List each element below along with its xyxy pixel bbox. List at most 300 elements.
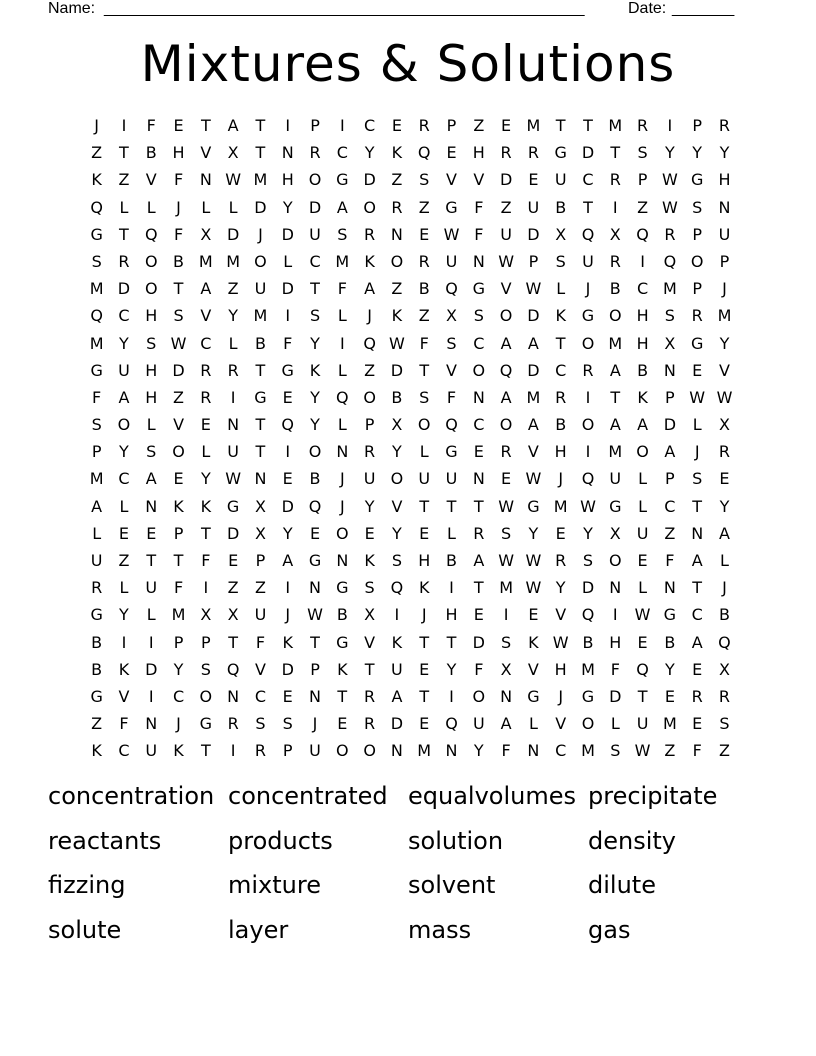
- grid-letter: Y: [310, 387, 320, 407]
- grid-letter: Q: [308, 496, 322, 516]
- grid-letter: E: [664, 686, 675, 706]
- grid-letter: R: [418, 116, 430, 135]
- header-line: [48, 0, 748, 20]
- grid-letter: T: [337, 686, 348, 706]
- grid-letter: S: [391, 551, 402, 570]
- grid-letter: J: [94, 116, 99, 135]
- grid-letter: R: [200, 387, 212, 407]
- grid-letter: R: [500, 442, 512, 462]
- grid-letter: N: [254, 469, 267, 489]
- grid-letter: G: [581, 686, 595, 706]
- grid-letter: L: [419, 442, 429, 462]
- grid-letter: F: [474, 197, 484, 217]
- grid-letter: G: [690, 170, 704, 190]
- grid-letter: G: [445, 442, 458, 462]
- grid-letter: C: [118, 306, 130, 326]
- grid-letter: A: [473, 551, 485, 570]
- grid-letter: W: [580, 496, 596, 516]
- grid-letter: B: [609, 279, 621, 299]
- grid-letter: T: [255, 116, 266, 135]
- grid-letter: V: [173, 415, 185, 435]
- grid-letter: X: [227, 143, 239, 163]
- grid-letter: C: [691, 605, 703, 625]
- grid-letter: K: [391, 632, 403, 652]
- grid-letter: T: [310, 632, 320, 652]
- grid-letter: G: [90, 360, 103, 380]
- grid-letter: B: [446, 551, 457, 570]
- grid-letter: O: [172, 442, 185, 462]
- grid-letter: D: [226, 523, 240, 543]
- grid-letter: M: [253, 306, 268, 326]
- grid-letter: E: [528, 605, 539, 625]
- grid-letter: L: [119, 197, 129, 217]
- grid-letter: B: [309, 469, 321, 489]
- grid-letter: K: [391, 143, 403, 163]
- grid-letter: Y: [392, 442, 402, 462]
- grid-letter: Q: [581, 605, 595, 625]
- grid-letter: G: [663, 605, 677, 625]
- grid-letter: O: [363, 197, 376, 217]
- grid-letter: U: [445, 469, 458, 489]
- grid-letter: D: [281, 496, 294, 516]
- grid-letter: N: [227, 415, 240, 435]
- grid-letter: I: [285, 578, 291, 598]
- grid-letter: M: [89, 469, 104, 489]
- grid-letter: V: [118, 686, 130, 706]
- grid-letter: J: [176, 714, 181, 734]
- grid-letter: Y: [692, 143, 703, 163]
- grid-letter: Y: [364, 143, 375, 163]
- grid-letter: C: [309, 251, 321, 271]
- grid-letter: F: [283, 333, 293, 353]
- grid-letter: I: [121, 632, 127, 652]
- grid-letter: S: [692, 469, 703, 489]
- grid-letter: K: [309, 360, 321, 380]
- grid-letter: T: [255, 442, 266, 462]
- grid-letter: D: [390, 360, 404, 380]
- grid-letter: X: [718, 659, 730, 679]
- grid-letter: M: [608, 333, 623, 353]
- grid-letter: N: [472, 469, 485, 489]
- grid-letter: O: [581, 415, 595, 435]
- name-label: Name:: [48, 0, 96, 17]
- grid-letter: X: [391, 415, 403, 435]
- grid-letter: R: [555, 551, 567, 570]
- grid-letter: Z: [664, 741, 676, 761]
- grid-letter: N: [390, 741, 403, 761]
- grid-letter: V: [527, 659, 539, 679]
- grid-letter: X: [718, 415, 730, 435]
- grid-letter: W: [634, 605, 651, 625]
- grid-letter: T: [364, 659, 375, 679]
- grid-letter: F: [173, 170, 184, 190]
- grid-letter: M: [526, 116, 541, 135]
- grid-letter: E: [419, 714, 430, 734]
- grid-letter: Z: [718, 741, 730, 761]
- grid-letter: T: [692, 578, 703, 598]
- grid-letter: K: [418, 578, 430, 598]
- grid-letter: Y: [364, 496, 375, 516]
- grid-letter: B: [91, 632, 103, 652]
- grid-letter: I: [339, 116, 345, 135]
- name-blank-line: ______________________________________________________: [104, 0, 585, 17]
- grid-letter: Z: [418, 306, 430, 326]
- grid-letter: S: [473, 306, 484, 326]
- grid-letter: D: [527, 360, 540, 380]
- grid-letter: C: [555, 360, 567, 380]
- grid-letter: Y: [719, 143, 730, 163]
- grid-letter: G: [90, 605, 103, 625]
- grid-letter: F: [173, 578, 184, 598]
- grid-letter: S: [337, 224, 348, 244]
- grid-letter: N: [309, 686, 321, 706]
- grid-letter: J: [694, 442, 700, 462]
- grid-letter: P: [665, 387, 675, 407]
- grid-letter: V: [555, 605, 567, 625]
- grid-letter: B: [555, 415, 567, 435]
- grid-letter: T: [610, 387, 621, 407]
- grid-letter: E: [282, 387, 293, 407]
- grid-letter: V: [364, 632, 376, 652]
- grid-letter: U: [391, 659, 403, 679]
- grid-letter: E: [337, 714, 348, 734]
- grid-letter: X: [609, 523, 621, 543]
- word-bank: [48, 778, 768, 956]
- grid-letter: Y: [719, 496, 730, 516]
- grid-letter: Q: [636, 224, 649, 244]
- grid-letter: R: [418, 251, 430, 271]
- grid-letter: K: [173, 741, 184, 761]
- grid-letter: I: [503, 605, 509, 625]
- grid-letter: D: [281, 659, 294, 679]
- grid-letter: Y: [446, 659, 457, 679]
- grid-letter: A: [609, 415, 621, 435]
- grid-letter: T: [419, 360, 430, 380]
- grid-letter: Y: [173, 659, 184, 679]
- grid-letter: T: [473, 496, 484, 516]
- grid-letter: W: [498, 496, 515, 516]
- grid-letter: F: [173, 224, 184, 244]
- grid-letter: N: [472, 387, 485, 407]
- grid-letter: L: [337, 360, 347, 380]
- grid-letter: P: [692, 116, 702, 135]
- grid-letter: P: [91, 442, 102, 462]
- grid-letter: Y: [473, 741, 484, 761]
- grid-letter: N: [390, 224, 403, 244]
- grid-letter: D: [226, 224, 240, 244]
- grid-letter: V: [391, 496, 403, 516]
- grid-letter: O: [608, 551, 622, 570]
- grid-letter: G: [336, 170, 349, 190]
- grid-letter: L: [228, 197, 238, 217]
- grid-letter: Y: [310, 333, 320, 353]
- grid-letter: E: [692, 714, 703, 734]
- grid-letter: U: [718, 224, 731, 244]
- grid-letter: C: [118, 469, 130, 489]
- grid-letter: Q: [663, 251, 677, 271]
- grid-letter: T: [473, 578, 484, 598]
- grid-letter: K: [91, 741, 102, 761]
- grid-letter: I: [148, 686, 154, 706]
- grid-letter: U: [145, 741, 158, 761]
- grid-letter: R: [364, 686, 376, 706]
- grid-letter: E: [637, 551, 648, 570]
- grid-letter: T: [255, 360, 266, 380]
- grid-letter: S: [637, 143, 648, 163]
- grid-letter: U: [636, 714, 649, 734]
- grid-letter: Q: [445, 415, 458, 435]
- grid-letter: V: [555, 714, 567, 734]
- grid-letter: P: [173, 523, 184, 543]
- word-bank-item: mass: [408, 915, 472, 944]
- grid-letter: I: [394, 605, 400, 625]
- grid-letter: Q: [90, 197, 103, 217]
- grid-letter: G: [226, 496, 240, 516]
- grid-letter: C: [336, 143, 348, 163]
- grid-letter: F: [255, 632, 266, 652]
- grid-letter: A: [691, 632, 703, 652]
- grid-letter: V: [145, 170, 157, 190]
- grid-letter: D: [308, 197, 322, 217]
- grid-letter: E: [200, 415, 211, 435]
- grid-letter: U: [445, 251, 458, 271]
- grid-letter: A: [527, 415, 539, 435]
- grid-letter: G: [308, 551, 322, 570]
- grid-letter: B: [555, 197, 567, 217]
- grid-letter: F: [610, 659, 620, 679]
- grid-letter: D: [581, 143, 595, 163]
- word-bank-item: density: [588, 826, 676, 855]
- grid-letter: O: [363, 387, 376, 407]
- grid-letter: G: [445, 197, 458, 217]
- grid-letter: M: [526, 387, 541, 407]
- grid-letter: O: [608, 306, 622, 326]
- grid-letter: N: [663, 360, 676, 380]
- grid-letter: A: [664, 442, 676, 462]
- grid-letter: T: [692, 496, 703, 516]
- grid-letter: U: [527, 197, 540, 217]
- word-bank-item: dilute: [588, 871, 656, 899]
- grid-letter: D: [145, 659, 158, 679]
- grid-letter: R: [364, 224, 376, 244]
- grid-letter: R: [118, 251, 130, 271]
- grid-letter: L: [146, 605, 156, 625]
- grid-letter: T: [200, 116, 211, 135]
- grid-letter: P: [310, 116, 320, 135]
- grid-letter: I: [449, 578, 454, 598]
- grid-letter: M: [717, 306, 732, 326]
- grid-letter: J: [558, 686, 564, 706]
- grid-letter: L: [692, 415, 702, 435]
- grid-letter: L: [201, 442, 211, 462]
- grid-letter: R: [200, 360, 212, 380]
- grid-letter: C: [473, 333, 485, 353]
- word-bank-item: gas: [588, 915, 631, 944]
- grid-letter: M: [198, 251, 213, 271]
- grid-letter: I: [612, 197, 618, 217]
- grid-letter: X: [227, 605, 239, 625]
- grid-letter: E: [282, 469, 293, 489]
- grid-letter: T: [637, 686, 648, 706]
- grid-letter: Z: [500, 197, 512, 217]
- grid-letter: H: [145, 360, 158, 380]
- grid-letter: T: [146, 551, 157, 570]
- grid-letter: W: [525, 279, 542, 299]
- date-blank-line: _______: [672, 0, 735, 17]
- grid-letter: O: [581, 714, 595, 734]
- grid-letter: T: [419, 496, 430, 516]
- grid-letter: N: [227, 686, 240, 706]
- grid-letter: N: [527, 741, 540, 761]
- grid-letter: P: [528, 251, 539, 271]
- grid-letter: U: [609, 469, 622, 489]
- grid-letter: S: [91, 415, 102, 435]
- grid-letter: N: [309, 578, 321, 598]
- grid-letter: I: [121, 116, 127, 135]
- grid-letter: Y: [310, 415, 320, 435]
- grid-letter: K: [364, 551, 375, 570]
- grid-letter: S: [419, 387, 430, 407]
- grid-letter: H: [418, 551, 431, 570]
- grid-letter: Q: [90, 306, 103, 326]
- word-bank-item: solvent: [408, 871, 496, 899]
- grid-letter: S: [610, 741, 621, 761]
- grid-letter: G: [554, 143, 567, 163]
- grid-letter: Z: [91, 714, 103, 734]
- grid-letter: P: [282, 741, 293, 761]
- grid-letter: N: [445, 741, 458, 761]
- grid-letter: R: [473, 523, 485, 543]
- grid-letter: C: [555, 741, 567, 761]
- grid-letter: U: [636, 523, 649, 543]
- grid-letter: N: [718, 197, 731, 217]
- grid-letter: L: [146, 197, 156, 217]
- grid-letter: G: [199, 714, 213, 734]
- grid-letter: N: [336, 551, 349, 570]
- grid-letter: B: [173, 251, 185, 271]
- grid-letter: Y: [119, 442, 129, 462]
- grid-letter: Z: [227, 578, 239, 598]
- grid-letter: W: [552, 632, 569, 652]
- grid-letter: Z: [254, 578, 266, 598]
- grid-letter: E: [228, 551, 239, 570]
- grid-letter: W: [443, 224, 460, 244]
- grid-letter: T: [446, 496, 457, 516]
- grid-letter: D: [609, 686, 622, 706]
- grid-letter: G: [581, 306, 595, 326]
- grid-letter: J: [722, 279, 727, 299]
- grid-letter: L: [92, 523, 102, 543]
- grid-letter: R: [227, 714, 239, 734]
- grid-letter: Q: [445, 279, 458, 299]
- grid-letter: S: [664, 306, 675, 326]
- grid-letter: W: [634, 741, 651, 761]
- grid-letter: G: [527, 496, 540, 516]
- grid-letter: C: [582, 170, 594, 190]
- word-bank-item: fizzing: [48, 871, 126, 899]
- grid-letter: E: [446, 143, 457, 163]
- grid-letter: U: [582, 251, 594, 271]
- grid-letter: M: [253, 170, 268, 190]
- grid-letter: E: [555, 523, 566, 543]
- grid-letter: G: [90, 224, 103, 244]
- grid-letter: O: [199, 686, 213, 706]
- grid-letter: F: [146, 116, 156, 135]
- grid-letter: Q: [417, 143, 431, 163]
- grid-letter: Y: [282, 197, 293, 217]
- grid-letter: A: [145, 469, 157, 489]
- grid-letter: K: [282, 632, 293, 652]
- grid-letter: J: [367, 306, 372, 326]
- grid-letter: M: [608, 116, 623, 135]
- grid-letter: E: [391, 116, 402, 135]
- grid-letter: K: [173, 496, 184, 516]
- grid-letter: X: [200, 605, 212, 625]
- grid-letter: D: [172, 360, 185, 380]
- grid-letter: S: [364, 578, 375, 598]
- grid-letter: B: [254, 333, 266, 353]
- grid-letter: T: [228, 632, 239, 652]
- grid-letter: B: [145, 143, 157, 163]
- grid-letter: R: [91, 578, 103, 598]
- grid-letter: O: [581, 333, 595, 353]
- grid-letter: J: [722, 578, 727, 598]
- grid-letter: T: [419, 686, 430, 706]
- grid-letter: R: [609, 170, 621, 190]
- grid-letter: X: [200, 224, 212, 244]
- grid-letter: Q: [363, 333, 376, 353]
- grid-letter: A: [609, 360, 621, 380]
- grid-letter: A: [527, 333, 539, 353]
- grid-letter: Y: [392, 523, 402, 543]
- grid-letter: P: [692, 279, 702, 299]
- grid-letter: M: [89, 279, 104, 299]
- grid-letter: J: [339, 469, 345, 489]
- grid-letter: J: [258, 224, 263, 244]
- grid-letter: J: [558, 469, 564, 489]
- grid-letter: J: [176, 197, 181, 217]
- grid-letter: I: [667, 116, 673, 135]
- grid-letter: D: [363, 170, 376, 190]
- grid-letter: V: [446, 170, 457, 190]
- grid-letter: S: [282, 714, 293, 734]
- grid-letter: U: [90, 551, 103, 570]
- grid-letter: Y: [228, 306, 239, 326]
- grid-letter: B: [91, 659, 103, 679]
- grid-letter: X: [254, 496, 266, 516]
- grid-letter: X: [254, 523, 266, 543]
- grid-letter: W: [170, 333, 187, 353]
- grid-letter: W: [389, 333, 405, 353]
- grid-letter: F: [665, 551, 675, 570]
- grid-letter: T: [119, 224, 129, 244]
- grid-letter: Y: [119, 333, 129, 353]
- grid-letter: I: [148, 632, 154, 652]
- grid-letter: L: [283, 251, 293, 271]
- grid-letter: Q: [281, 415, 295, 435]
- grid-letter: A: [364, 279, 376, 299]
- grid-letter: O: [690, 251, 704, 271]
- grid-letter: F: [501, 741, 511, 761]
- grid-letter: O: [254, 251, 267, 271]
- grid-letter: M: [553, 496, 568, 516]
- grid-letter: M: [608, 442, 623, 462]
- grid-letter: M: [499, 578, 513, 598]
- grid-letter: E: [419, 224, 430, 244]
- grid-letter: Z: [118, 551, 130, 570]
- grid-letter: C: [473, 415, 485, 435]
- grid-letter: R: [718, 686, 731, 706]
